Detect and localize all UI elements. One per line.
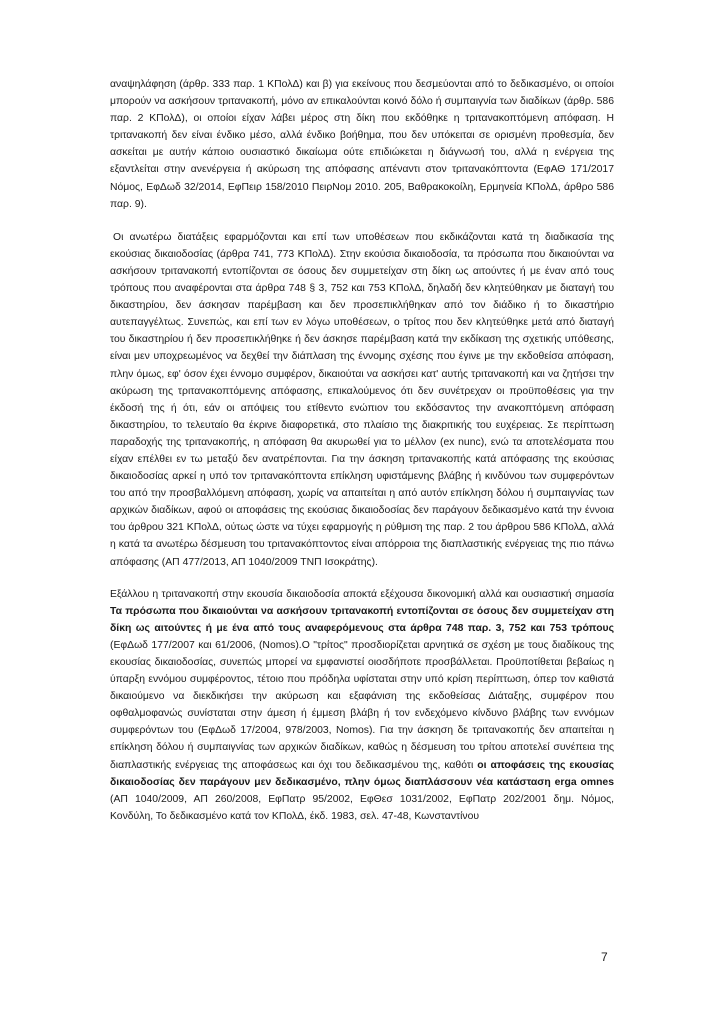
paragraph-3-bold-text: οι αποφάσεις της εκουσίας δικαιοδοσίας δεν παράγουν μεν δεδικασμένο, πλην όμως διαπλάσσουν νέα κατάσταση erga omnes bbox=[110, 759, 614, 788]
paragraph-3-text: (ΕφΔωδ 177/2007 και 61/2006, (Nomos).Ο "τρίτος" προσδιορίζεται αρνητικά σε σχέση με τους διαδίκους της εκουσίας δικαιοδοσίας, συνεπώς μπορεί να εμφανιστεί οιοσδήποτε προσβάλλεται. Προϋποτίθεται βεβαίως η ύπαρξη εννόμου συμφέροντος, τέτοιο που πρόδηλα υφίσταται στην υπό κρίση περίπτωση, όπερ τον καθιστά δικαιούμενο να διεκδικήσει την ακύρωση και εξαφάνιση της εκδοθείσας Διάταξης, συμφέρον που οφθαλμοφανώς συνίσταται στην άμεση ή έμμεση βλάβη ή τον ενδεχόμενο κίνδυνο βλάβης των εννόμων συμφερόντων του (ΕφΔωδ 17/2004, 978/2003, Nomos). Για την άσκηση δε τριτανακοπής δεν απαιτείται η επίκληση δόλου ή συμπαιγνίας των αρχικών διαδίκων, καθώς η δέσμευση του τρίτου αποτελεί συνέπεια της διαπλαστικής ενέργειας της αποφάσεως και όχι του δεδικασμένου της, καθότι bbox=[110, 639, 614, 771]
paragraph-3-text: Εξάλλου η τριτανακοπή στην εκουσία δικαιοδοσία αποκτά εξέχουσα δικονομική αλλά και ουσιαστική σημασία bbox=[110, 588, 614, 600]
paragraph-3-bold-text: Τα πρόσωπα που δικαιούνται να ασκήσουν τριτανακοπή εντοπίζονται σε όσους δεν συμμετείχαν στη δίκη ως αιτούντες ή με ένα από τους αναφερόμενους στα άρθρα 748 παρ. 3, 752 και 753 τρόπους bbox=[110, 605, 614, 634]
paragraph-1-text: αναψηλάφηση (άρθρ. 333 παρ. 1 ΚΠολΔ) και β) για εκείνους που δεσμεύονται από το δεδικασμένο, οι οποίοι μπορούν να ασκήσουν τριτανακοπή, μόνο αν επικαλούνται κοινό δόλο ή συμπαιγνία των διαδίκων (άρθρ. 586 παρ. 2 ΚΠολΔ), οι οποίοι είχαν λάβει μέρος στη δίκη που εκδόθηκε η τριτανακοπτόμενη απόφαση. Η τριτανακοπή δεν είναι ένδικο μέσο, αλλά ένδικο βοήθημα, που δεν υπόκειται σε ορισμένη προθεσμία, δεν ασκείται με αυτήν κάποιο ουσιαστικό δικαίωμα ούτε επιδιώκεται η διάγνωσή του, αλλά η ενέργεια της εξαντλείται στην ανενέργεια ή ακύρωση της απόφασης απέναντι στον τριτανακόπτοντα (ΕφΑΘ 171/2017 Νόμος, ΕφΔωδ 32/2014, ΕφΠειρ 158/2010 ΠειρΝομ 2010. 205, Βαθρακοκοίλη, Ερμηνεία ΚΠολΔ, άρθρο 586 παρ. 9). bbox=[110, 79, 614, 210]
paragraph-1 bbox=[110, 76, 614, 213]
paragraph-3-text: (ΑΠ 1040/2009, ΑΠ 260/2008, ΕφΠατρ 95/2002, ΕφΘεσ 1031/2002, ΕφΠατρ 202/2001 δημ. Νόμος, Κονδύλη, Το δεδικασμένο κατά τον ΚΠολΔ, έκδ. 1983, σελ. 47-48, Κωνσταντίνου bbox=[110, 793, 614, 822]
paragraph-2-text: Οι ανωτέρω διατάξεις εφαρμόζονται και επί των υποθέσεων που εκδικάζονται κατά τη διαδικασία της εκούσιας δικαιοδοσίας (άρθρα 741, 773 ΚΠολΔ). Στην εκούσια δικαιοδοσία, τα πρόσωπα που δικαιούνται να ασκήσουν τριτανακοπή εντοπίζονται σε όσους δεν συμμετείχαν στη δίκη ως αιτούντες ή με έναν από τους τρόπους που αναφέρονται στα άρθρα 748 § 3, 752 και 753 ΚΠολΔ, δηλαδή δεν κλητεύθηκαν με διαταγή του δικαστηρίου, δεν άσκησαν παρέμβαση και δεν προσεπικλήθηκαν από τον διάδικο ή το δικαστήριο αυτεπαγγέλτως. Συνεπώς, και επί των εν λόγω υποθέσεων, ο τρίτος που δεν κλητεύθηκε μετά από διαταγή του δικαστηρίου ή δεν προσεπικλήθηκε ή δεν άσκησε παρέμβαση κατά την εκδίκαση της σχετικής υπόθεσης, είναι μεν υποχρεωμένος να δεχθεί την διάπλαση της έννομης σχέσης που έγινε με την εκδοθείσα απόφαση, πλην όμως, εφ' όσον έχει έννομο συμφέρον, δικαιούται να ασκήσει κατ' αυτής τριτανακοπή και να ζητήσει την ακύρωση της τριτανακοπτόμενης απόφασης, επικαλούμενος ότι δεν συνέτρεχαν οι προϋποθέσεις για την έκδοσή της ή ότι, εάν οι απόψεις του ετίθεντο ενώπιον του εκδόσαντος την ανακοπτόμενη απόφαση δικαστηρίου, το τελευταίο θα έκρινε διαφορετικά, στο πλαίσιο της διακριτικής του ευχέρειας. Σε περίπτωση παραδοχής της τριτανακοπής, η απόφαση θα ακυρωθεί για το μέλλον (ex nunc), ενώ τα αποτελέσματα που είχαν επέλθει εν τω μεταξύ δεν ανατρέπονται. Για την άσκηση τριτανακοπής κατά απόφασης της εκούσιας δικαιοδοσίας αρκεί η υπό τον τριτανακόπτοντα επίκληση υφιστάμενης βλάβης ή κινδύνου των συμφερόντων του από την προσβαλλόμενη απόφαση, χωρίς να απαιτείται η από αυτόν επίκληση δόλου ή συμπαιγνίας των αρχικών διαδίκων, αφού οι αποφάσεις της εκούσιας δικαιοδοσίας δεν παράγουν δεδικασμένο κατά την έννοια του άρθρου 321 ΚΠολΔ, ούτως ώστε να τύχει εφαρμογής η ρύθμιση της παρ. 2 του άρθρου 586 ΚΠολΔ, αλλά η κατά τα ανωτέρω δέσμευση του τριτανακόπτοντος είναι απόρροια της διαπλαστικής ενέργειας της πιο πάνω απόφασης (ΑΠ 477/2013, ΑΠ 1040/2009 ΤΝΠ Ισοκράτης). bbox=[110, 231, 614, 568]
document-body bbox=[110, 76, 614, 825]
paragraph-2 bbox=[110, 229, 614, 571]
page-number: 7 bbox=[601, 950, 608, 964]
paragraph-3 bbox=[110, 586, 614, 825]
